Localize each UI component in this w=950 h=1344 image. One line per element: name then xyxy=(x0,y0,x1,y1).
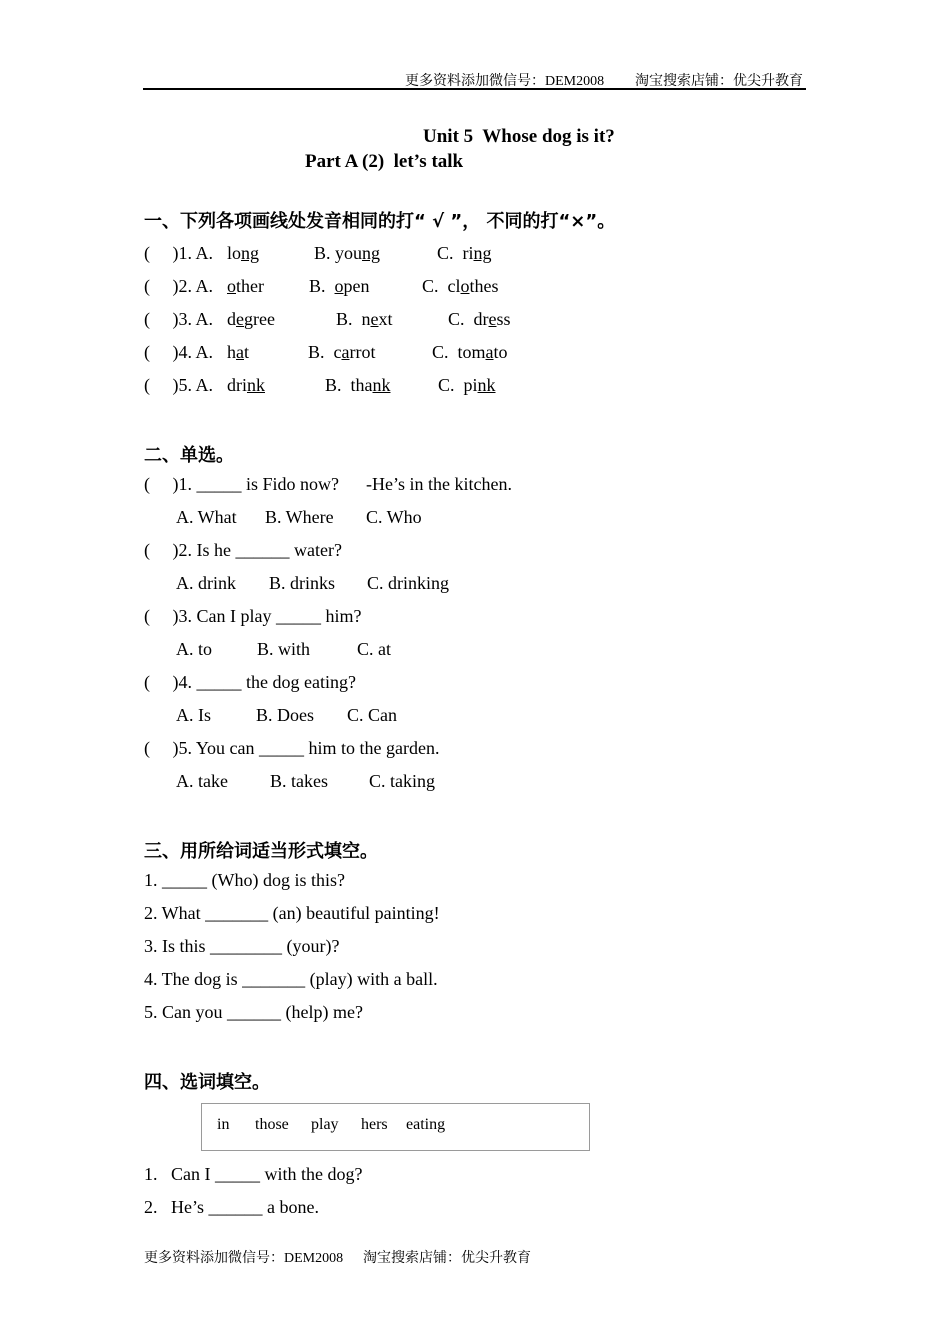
s2-option-a-4: A. Is xyxy=(176,705,211,725)
s4-item-1: 1. Can I _____ with the dog? xyxy=(144,1164,363,1184)
s1-item-number: ( )4. A. xyxy=(144,342,222,362)
s1-item-number: ( )2. A. xyxy=(144,276,222,296)
s3-item-5: 5. Can you ______ (help) me? xyxy=(144,1002,363,1022)
underlined-sound: nk xyxy=(372,375,391,395)
s2-question-2: ( )2. Is he ______ water? xyxy=(144,540,342,560)
word-bank-word: in xyxy=(217,1116,230,1133)
s3-item-3: 3. Is this ________ (your)? xyxy=(144,936,340,956)
s4-item-2: 2. He’s ______ a bone. xyxy=(144,1197,319,1217)
s2-option-a-1: A. What xyxy=(176,507,237,527)
s1-item-number: ( )3. A. xyxy=(144,309,222,329)
s1-option-a: hat xyxy=(227,342,250,362)
underlined-sound: a xyxy=(341,342,350,362)
s1-option-c: C. clothes xyxy=(422,276,499,296)
s1-option-a: degree xyxy=(227,309,275,329)
s2-option-c-1: C. Who xyxy=(366,507,422,527)
underlined-sound: e xyxy=(236,309,244,329)
word-bank-word: hers xyxy=(361,1116,388,1133)
s1-option-b: B. open xyxy=(309,276,370,296)
section4-heading: 四、选词填空。 xyxy=(144,1072,270,1093)
s2-option-b-1: B. Where xyxy=(265,507,334,527)
s3-item-4: 4. The dog is _______ (play) with a ball. xyxy=(144,969,438,989)
footer-shop: 淘宝搜索店铺：优尖升教育 xyxy=(363,1251,531,1266)
word-bank-word: play xyxy=(311,1116,339,1133)
section3-heading: 三、用所给词适当形式填空。 xyxy=(144,841,378,862)
s1-option-b: B. carrot xyxy=(308,342,376,362)
underlined-sound: ng xyxy=(362,243,381,263)
s3-item-1: 1. _____ (Who) dog is this? xyxy=(144,870,345,890)
s1-item-number: ( )5. A. xyxy=(144,375,222,395)
header-divider xyxy=(143,88,806,90)
s2-option-a-3: A. to xyxy=(176,639,212,659)
s1-option-b: B. thank xyxy=(325,375,391,395)
s2-option-c-5: C. taking xyxy=(369,771,435,791)
s2-option-b-5: B. takes xyxy=(270,771,328,791)
underlined-sound: o xyxy=(460,276,470,296)
s1-option-c: C. dress xyxy=(448,309,511,329)
word-bank-word: eating xyxy=(406,1116,446,1133)
s1-option-b: B. young xyxy=(314,243,381,263)
s1-option-a: other xyxy=(227,276,264,296)
s2-option-a-5: A. take xyxy=(176,771,228,791)
section2-heading: 二、单选。 xyxy=(144,445,234,466)
s2-option-b-3: B. with xyxy=(257,639,311,659)
underlined-sound: o xyxy=(334,276,344,296)
underlined-sound: ng xyxy=(473,243,492,263)
s2-question-3: ( )3. Can I play _____ him? xyxy=(144,606,362,626)
underlined-sound: o xyxy=(227,276,236,296)
underlined-sound: nk xyxy=(247,375,265,395)
s3-item-2: 2. What _______ (an) beautiful painting! xyxy=(144,903,440,923)
s2-question-5: ( )5. You can _____ him to the garden. xyxy=(144,738,440,758)
s2-question-4: ( )4. _____ the dog eating? xyxy=(144,672,356,692)
s1-option-c: C. ring xyxy=(437,243,492,263)
underlined-sound: e xyxy=(488,309,497,329)
s2-option-a-2: A. drink xyxy=(176,573,236,593)
underlined-sound: a xyxy=(485,342,494,362)
s2-option-c-4: C. Can xyxy=(347,705,398,725)
section1-heading: 一、下列各项画线处发音相同的打“ √ ”， 不同的打“×”。 xyxy=(144,211,616,232)
s2-option-b-4: B. Does xyxy=(256,705,314,725)
underlined-sound: a xyxy=(236,342,244,362)
s1-item-number: ( )1. A. xyxy=(144,243,222,263)
s1-option-a: drink xyxy=(227,375,265,395)
footer-wechat: 更多资料添加微信号：DEM2008 xyxy=(144,1251,344,1266)
part-title: Part A (2) let’s talk xyxy=(305,151,464,172)
s1-option-c: C. pink xyxy=(438,375,496,395)
word-bank-word: those xyxy=(255,1116,289,1133)
unit-title: Unit 5 Whose dog is it? xyxy=(423,126,615,147)
s1-option-a: long xyxy=(227,243,260,263)
header-wechat: 更多资料添加微信号：DEM2008 xyxy=(405,74,605,89)
s2-option-b-2: B. drinks xyxy=(269,573,336,593)
underlined-sound: nk xyxy=(477,375,496,395)
s2-option-c-3: C. at xyxy=(357,639,391,659)
header-shop: 淘宝搜索店铺：优尖升教育 xyxy=(635,74,803,89)
s1-option-b: B. next xyxy=(336,309,393,329)
s1-option-c: C. tomato xyxy=(432,342,508,362)
s2-question-1: ( )1. _____ is Fido now? -He’s in the kitchen. xyxy=(144,474,512,494)
s2-option-c-2: C. drinking xyxy=(367,573,450,593)
underlined-sound: ng xyxy=(241,243,260,263)
underlined-sound: e xyxy=(370,309,379,329)
